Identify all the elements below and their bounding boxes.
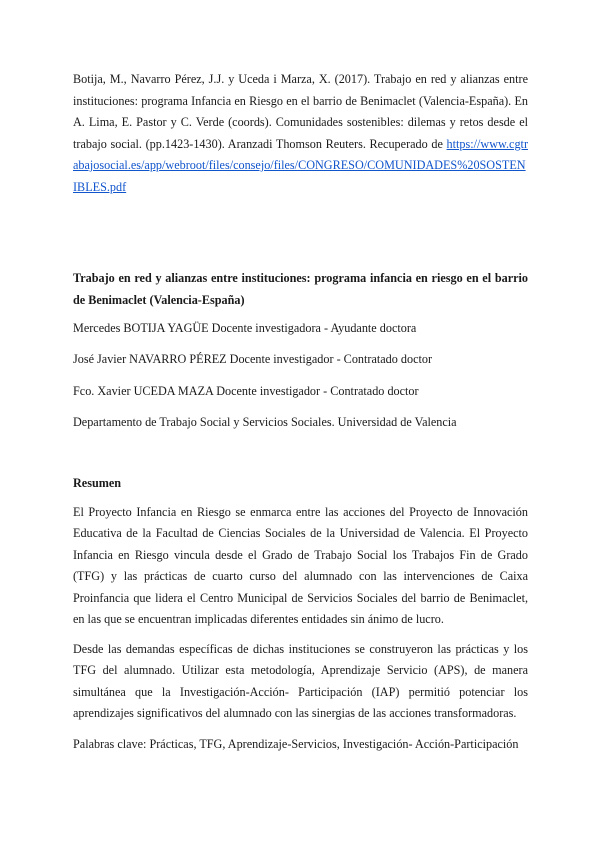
citation-text: Botija, M., Navarro Pérez, J.J. y Uceda i Marza, X. (2017). Trabajo en red y alianzas entre instituciones: programa Infancia en Riesgo en el barrio de Benimaclet (Valencia-España). En A. Lima, E. Pastor y C. Verde (coords). Comunidades sostenibles: dilemas y retos desde el trabajo social. (pp.1423-1430). Aranzadi Thomson Reuters. Recuperado de — [73, 72, 528, 151]
author-line: José Javier NAVARRO PÉREZ Docente investigador - Contratado doctor — [73, 352, 433, 366]
paper-title: Trabajo en red y alianzas entre instituciones: programa infancia en riesgo en el barrio de Benimaclet (Valencia-España) — [73, 271, 528, 307]
author-line: Fco. Xavier UCEDA MAZA Docente investigador - Contratado doctor — [73, 384, 419, 398]
author-line: Mercedes BOTIJA YAGÜE Docente investigadora - Ayudante doctora — [73, 321, 417, 335]
abstract-paragraph: Desde las demandas específicas de dichas instituciones se construyeron las prácticas y los TFG del alumnado. Utilizar esta metodología, Aprendizaje Servicio (APS), de manera simultánea que la Investigación-Acción- Participación (IAP) permitió potenciar los aprendizajes significativos del alumnado con las sinergias de las acciones transformadoras. — [73, 642, 528, 721]
abstract-heading: Resumen — [73, 476, 122, 490]
citation — [73, 69, 528, 198]
abstract-paragraph: El Proyecto Infancia en Riesgo se enmarca entre las acciones del Proyecto de Innovación Educativa de la Facultad de Ciencias Sociales de la Universidad de Valencia. El Proyecto Infancia en Riesgo vincula desde el Grado de Trabajo Social los Trabajos Fin de Grado (TFG) y las prácticas de cuarto curso del alumnado con las intervenciones de Caixa Proinfancia que lidera el Centro Municipal de Servicios Sociales del barrio de Benimaclet, en las que se encuentran implicadas diferentes entidades sin ánimo de lucro. — [73, 505, 528, 627]
keywords: Palabras clave: Prácticas, TFG, Aprendizaje-Servicios, Investigación- Acción-Participación — [73, 737, 519, 751]
citation-link[interactable]: https://www.cgtrabajosocial.es/app/webroot/files/consejo/files/CONGRESO/COMUNIDADES%20SOSTENIBLES.pdf — [73, 136, 528, 194]
affiliation: Departamento de Trabajo Social y Servicios Sociales. Universidad de Valencia — [73, 415, 457, 429]
